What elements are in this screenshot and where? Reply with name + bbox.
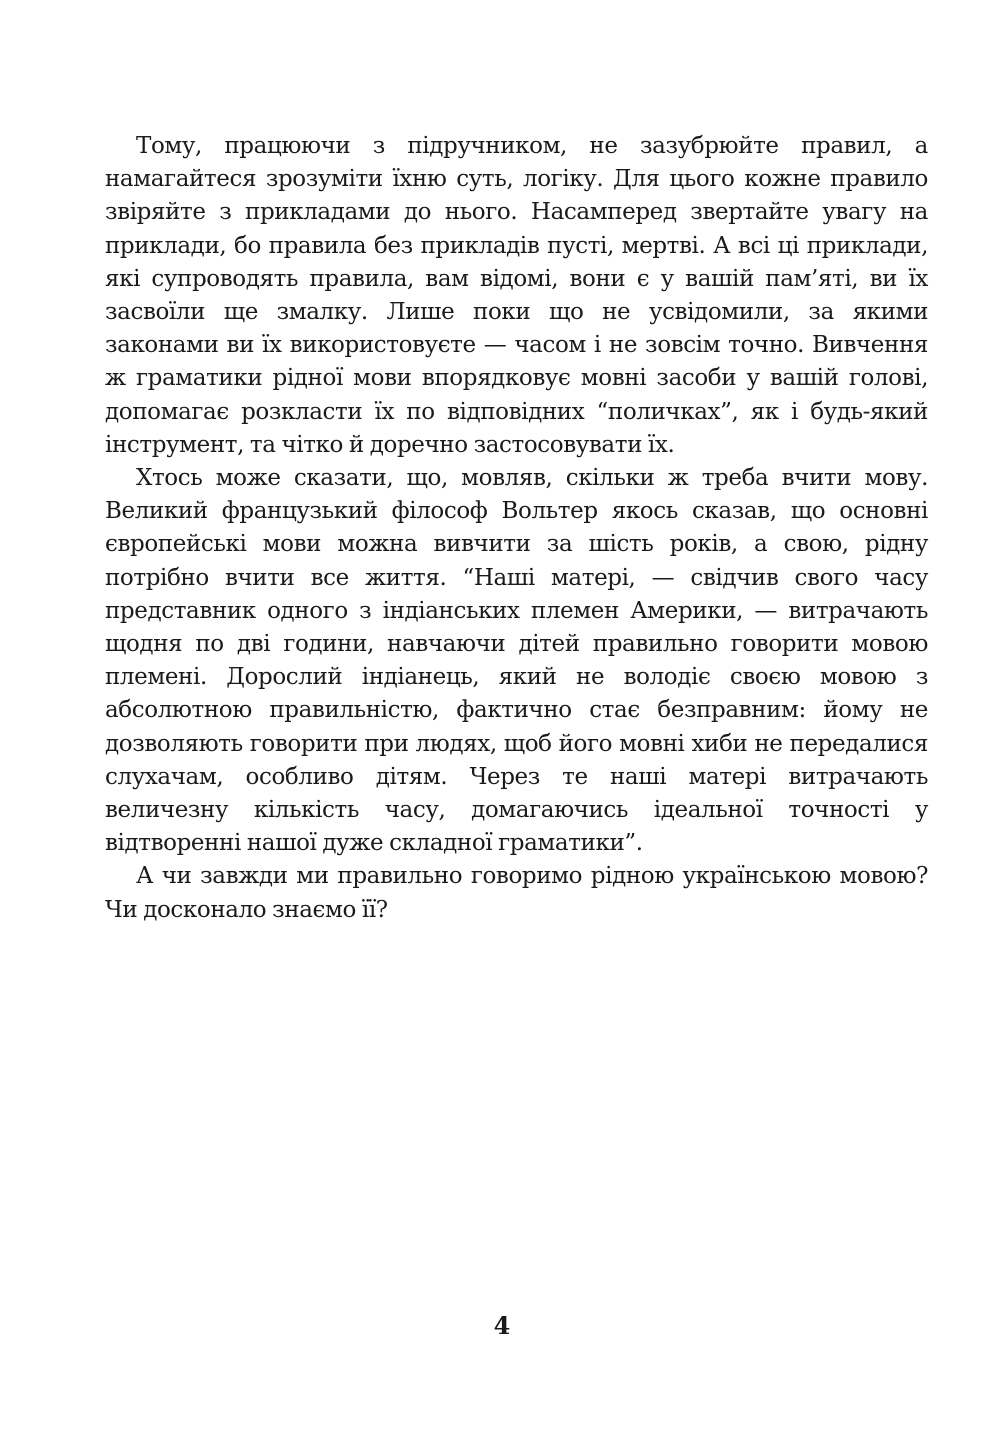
body-text: [105, 130, 928, 927]
paragraph: Хтось може сказати, що, мовляв, скільки ж треба вчити мову. Великий французький філософ Вольтер якось сказав, що основні європейські мови можна вивчити за шість років, а свою, рідну потрібно вчити все життя. “Наші матері, — свідчив свого часу представник одного з індіанських племен Америки, — витрачають щодня по дві години, навчаючи дітей правильно говорити мовою племені. Дорослий індіанець, який не володіє своєю мовою з абсолютною правильністю, фактично стає безправним: йому не дозволяють говорити при людях, щоб його мовні хиби не передалися слухачам, особливо дітям. Через те наші матері витрачають величезну кількість часу, домагаючись ідеальної точності у відтворенні нашої дуже складної граматики”.: [105, 465, 928, 857]
page-number: 4: [493, 1311, 511, 1340]
paragraph: А чи завжди ми правильно говоримо рідною українською мовою? Чи досконало знаємо її?: [105, 863, 928, 923]
paragraph: Тому, працюючи з підручником, не зазубрюйте правил, а намагайтеся зрозуміти їхню суть, логіку. Для цього кожне правило звіряйте з прикладами до нього. Насамперед звертайте увагу на приклади, бо правила без прикладів пусті, мертві. А всі ці приклади, які супроводять правила, вам відомі, вони є у вашій пам’яті, ви їх засвоїли ще змалку. Лише поки що не усвідомили, за якими законами ви їх використовуєте — часом і не зовсім точно. Вивчення ж граматики рідної мови впорядковує мовні засоби у вашій голові, допомагає розкласти їх по відповідних “поличках”, як і будь-який інструмент, та чітко й доречно застосовувати їх.: [105, 133, 928, 458]
